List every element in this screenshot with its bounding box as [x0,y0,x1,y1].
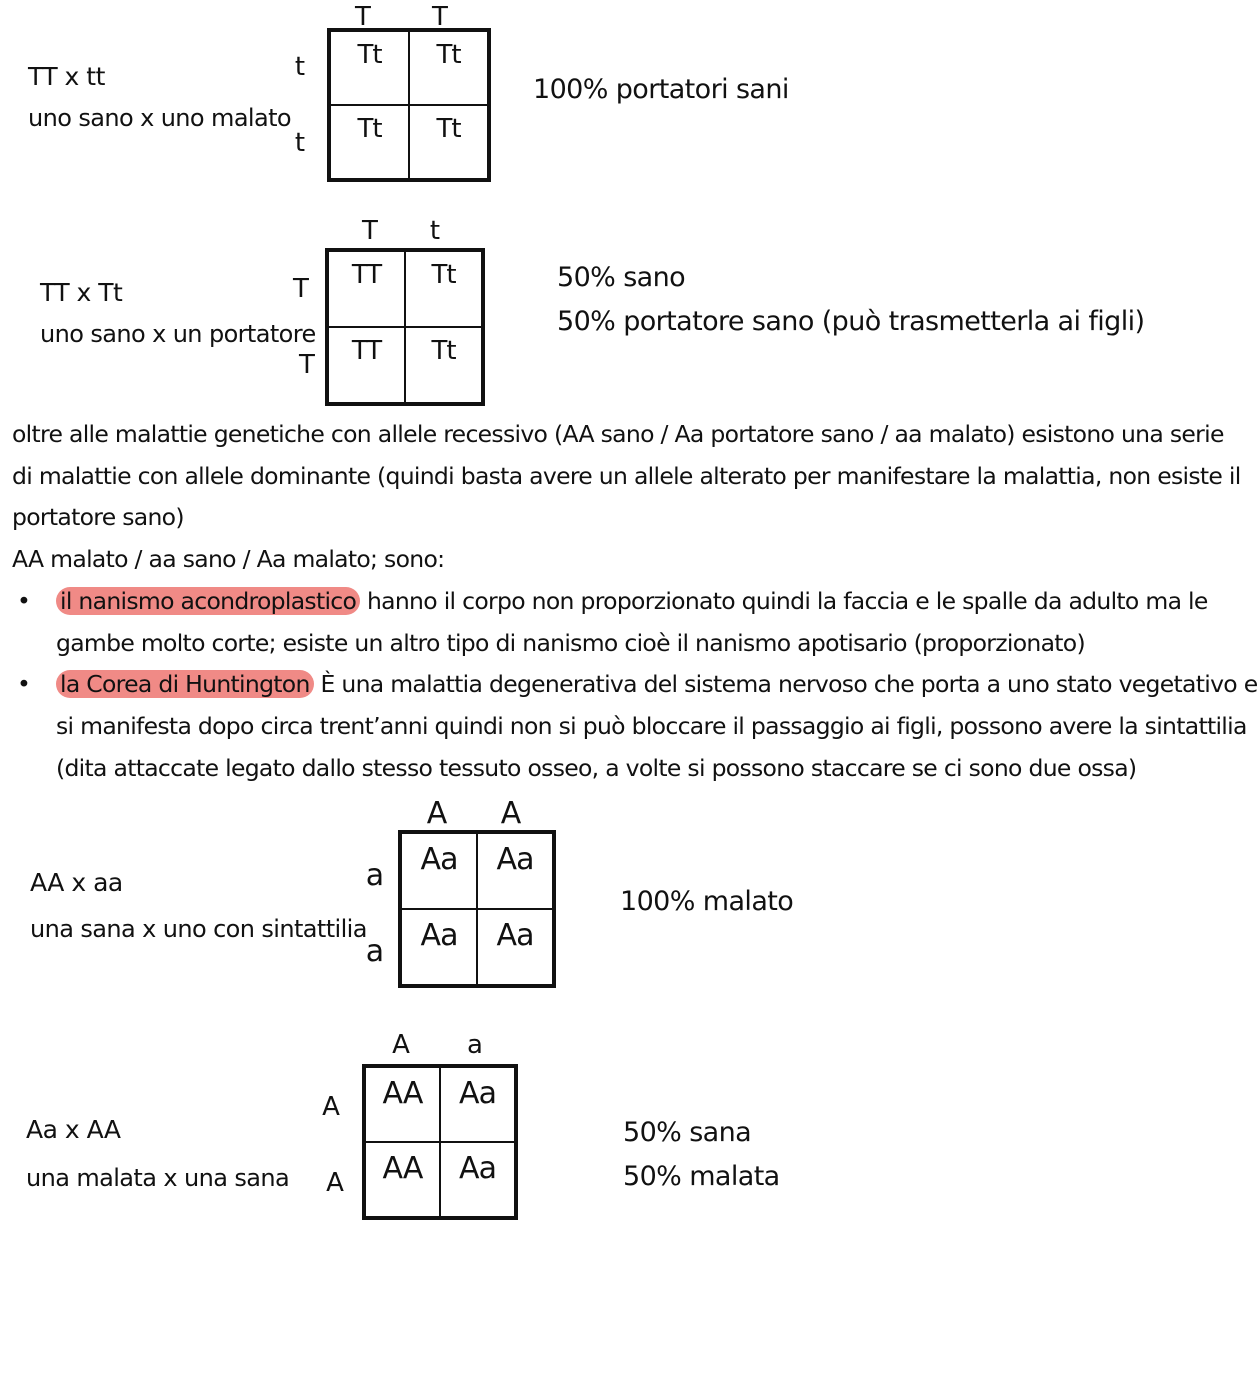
cross-3-col-allele-1: A [426,796,448,831]
punnett-square-1 [327,28,491,182]
cross-3-description: una sana x uno con sintattilia [30,915,367,943]
cross-4-result-1: 50% sana [623,1117,752,1148]
cross-3-row-allele-2: a [365,934,385,969]
punnett-cell: Aa [440,1067,515,1142]
cross-3-title: AA x aa [30,868,123,897]
text-line: di malattie con allele dominante (quindi basta avere un allele alterato per manifestare la malattia, non esiste il [12,461,1241,490]
cross-1-row-allele-1: t [294,52,306,82]
punnett-cell: Tt [405,327,482,403]
cross-2-results [557,256,1144,344]
punnett-square-3 [398,830,556,988]
punnett-cell: Tt [330,105,409,179]
explanation-text [12,414,1258,789]
cross-1-col-allele-2: T [432,2,448,32]
bullet-dot: • [17,670,31,699]
cross-4-row-allele-1: A [322,1092,340,1122]
text-line: portatore sano) [12,503,184,532]
bullet-continuation: gambe molto corte; esiste un altro tipo di nanismo cioè il nanismo apotisario (proporzionato) [56,628,1085,657]
text-line: oltre alle malattie genetiche con allele recessivo (AA sano / Aa portatore sano / aa malato) esistono una serie [12,420,1224,448]
cross-2-col-allele-2: t [429,216,441,246]
bullet-item-huntington [12,664,1258,706]
cross-4-results [623,1111,780,1199]
punnett-cell: Tt [330,31,409,105]
bullet-item-acondroplasia [12,581,1208,623]
bullet-continuation: si manifesta dopo circa trent’anni quindi non si può bloccare il passaggio ai figli, possono avere la sintattilia [56,711,1247,740]
punnett-cell: AA [365,1142,440,1217]
cross-4-description: una malata x una sana [26,1164,290,1192]
punnett-square-2 [325,248,485,406]
cross-3-col-allele-2: A [500,796,522,831]
text-line: AA malato / aa sano / Aa malato; sono: [12,545,445,574]
cross-1-results [533,68,789,112]
cross-2-description: uno sano x un portatore [40,320,316,348]
cross-4-col-allele-1: A [392,1030,410,1060]
cross-2-row-allele-1: T [293,274,309,304]
cross-3-result-1: 100% malato [620,886,794,917]
punnett-cell: Tt [405,251,482,327]
cross-3-results [620,880,793,924]
cross-2-title: TT x Tt [40,278,123,307]
cross-4-col-allele-2: a [467,1030,483,1060]
cross-1-title: TT x tt [28,62,105,91]
cross-2-col-allele-1: T [362,216,378,246]
punnett-cell: TT [328,251,405,327]
cross-1-row-allele-2: t [294,128,306,158]
punnett-cell: Aa [440,1142,515,1217]
punnett-cell: Aa [477,909,553,985]
punnett-cell: Aa [477,833,553,909]
cross-2-result-2: 50% portatore sano (può trasmetterla ai figli) [557,306,1145,337]
cross-4-title: Aa x AA [26,1115,121,1144]
cross-2-result-1: 50% sano [557,262,686,293]
bullet-continuation: (dita attaccate legato dallo stesso tessuto osseo, a volte si possono staccare se ci sono due ossa) [56,753,1137,782]
punnett-cell: TT [328,327,405,403]
cross-3-row-allele-1: a [365,858,385,893]
highlighted-term: la Corea di Huntington [56,670,314,698]
punnett-cell: Tt [409,31,488,105]
punnett-cell: Aa [401,909,477,985]
bullet-text: hanno il corpo non proporzionato quindi la faccia e le spalle da adulto ma le [360,586,1208,615]
cross-1-result-1: 100% portatori sani [533,74,789,105]
punnett-cell: Tt [409,105,488,179]
cross-1-col-allele-1: T [355,2,371,32]
punnett-cell: Aa [401,833,477,909]
cross-1-description: uno sano x uno malato [28,104,291,132]
cross-4-result-2: 50% malata [623,1161,780,1192]
bullet-dot: • [17,586,31,615]
bullet-text: È una malattia degenerativa del sistema nervoso che porta a uno stato vegetativo e [313,670,1258,699]
highlighted-term: il nanismo acondroplastico [56,587,360,615]
punnett-square-4 [362,1064,518,1220]
cross-4-row-allele-2: A [326,1168,344,1198]
punnett-cell: AA [365,1067,440,1142]
cross-2-row-allele-2: T [299,350,315,380]
